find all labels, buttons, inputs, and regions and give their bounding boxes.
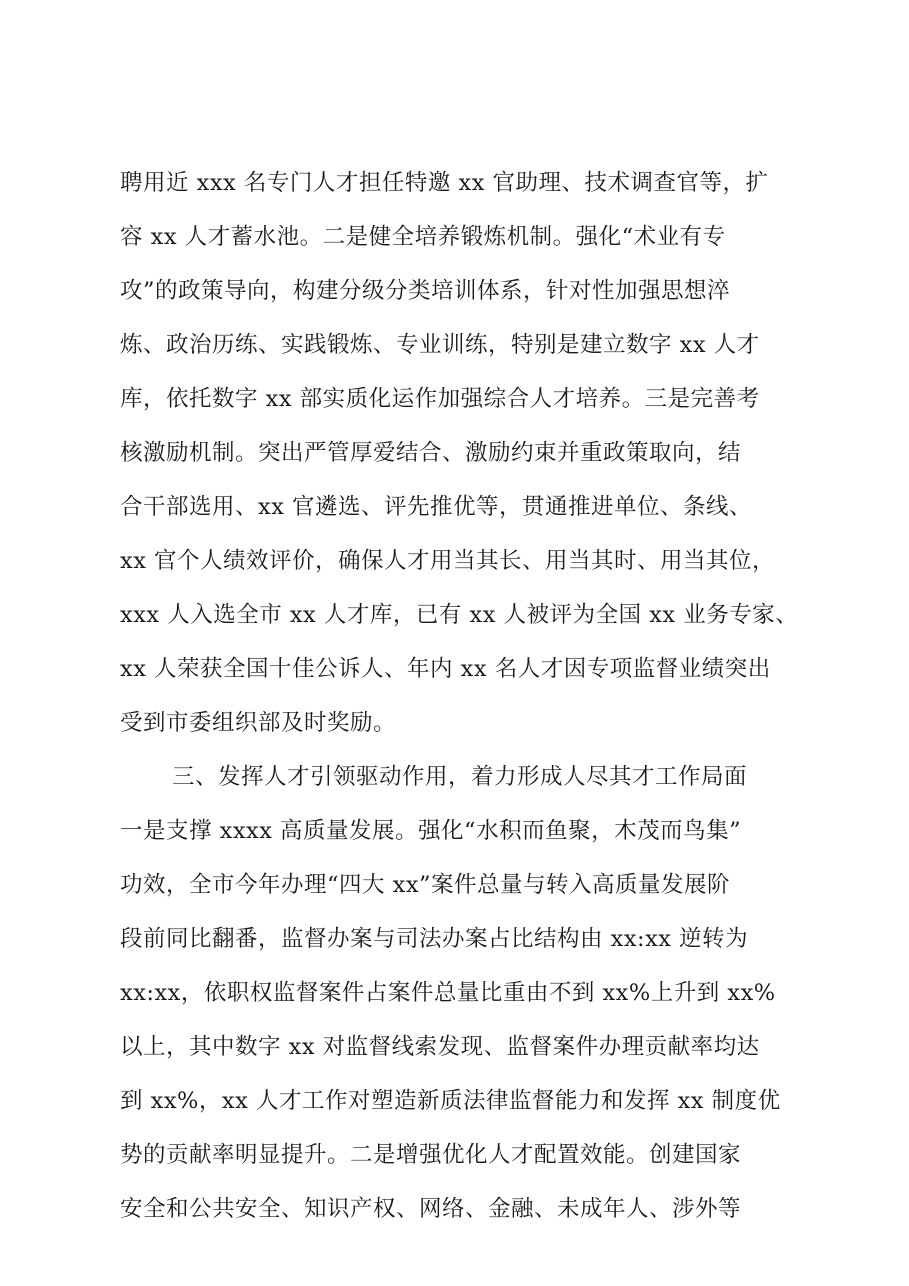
text-line: 安全和公共安全、知识产权、网络、金融、未成年人、涉外等 (120, 1196, 742, 1222)
text-line: 以上，其中数字 xx 对监督线索发现、监督案件办理贡献率均达 (120, 1034, 760, 1060)
text-line: 势的贡献率明显提升。二是增强优化人才配置效能。创建国家 (120, 1142, 742, 1168)
text-line: xx 官个人绩效评价，确保人才用当其长、用当其时、用当其位， (120, 548, 776, 574)
text-line: 聘用近 xxx 名专门人才担任特邀 xx 官助理、技术调查官等，扩 (120, 170, 769, 196)
text-line: 攻”的政策导向，构建分级分类培训体系，针对性加强思想淬 (120, 278, 731, 304)
text-line: 受到市委组织部及时奖励。 (120, 710, 397, 736)
section-heading: 三、发挥人才引领驱动作用，着力形成人尽其才工作局面 (172, 764, 748, 790)
text-line: 功效，全市今年办理“四大 xx”案件总量与转入高质量发展阶 (120, 872, 731, 898)
text-line: xxx 人入选全市 xx 人才库，已有 xx 人被评为全国 xx 业务专家、 (120, 602, 799, 628)
text-line: 合干部选用、xx 官遴选、评先推优等，贯通推进单位、条线、 (120, 494, 753, 520)
text-line: 到 xx%，xx 人才工作对塑造新质法律监督能力和发挥 xx 制度优 (120, 1088, 781, 1114)
text-line: 库，依托数字 xx 部实质化运作加强综合人才培养。三是完善考 (120, 386, 760, 412)
text-line: 段前同比翻番，监督办案与司法办案占比结构由 xx:xx 逆转为 (120, 926, 749, 952)
text-line: 一是支撑 xxxx 高质量发展。强化“水积而鱼聚，木茂而鸟集” (120, 818, 742, 844)
text-line: xx:xx，依职权监督案件占案件总量比重由不到 xx%上升到 xx% (120, 980, 776, 1006)
text-line: 炼、政治历练、实践锻炼、专业训练，特别是建立数字 xx 人才 (120, 332, 760, 358)
text-line: xx 人荣获全国十佳公诉人、年内 xx 名人才因专项监督业绩突出 (120, 656, 771, 682)
text-line: 核激励机制。突出严管厚爱结合、激励约束并重政策取向，结 (120, 440, 742, 466)
text-line: 容 xx 人才蓄水池。二是健全培养锻炼机制。强化“术业有专 (120, 224, 726, 250)
